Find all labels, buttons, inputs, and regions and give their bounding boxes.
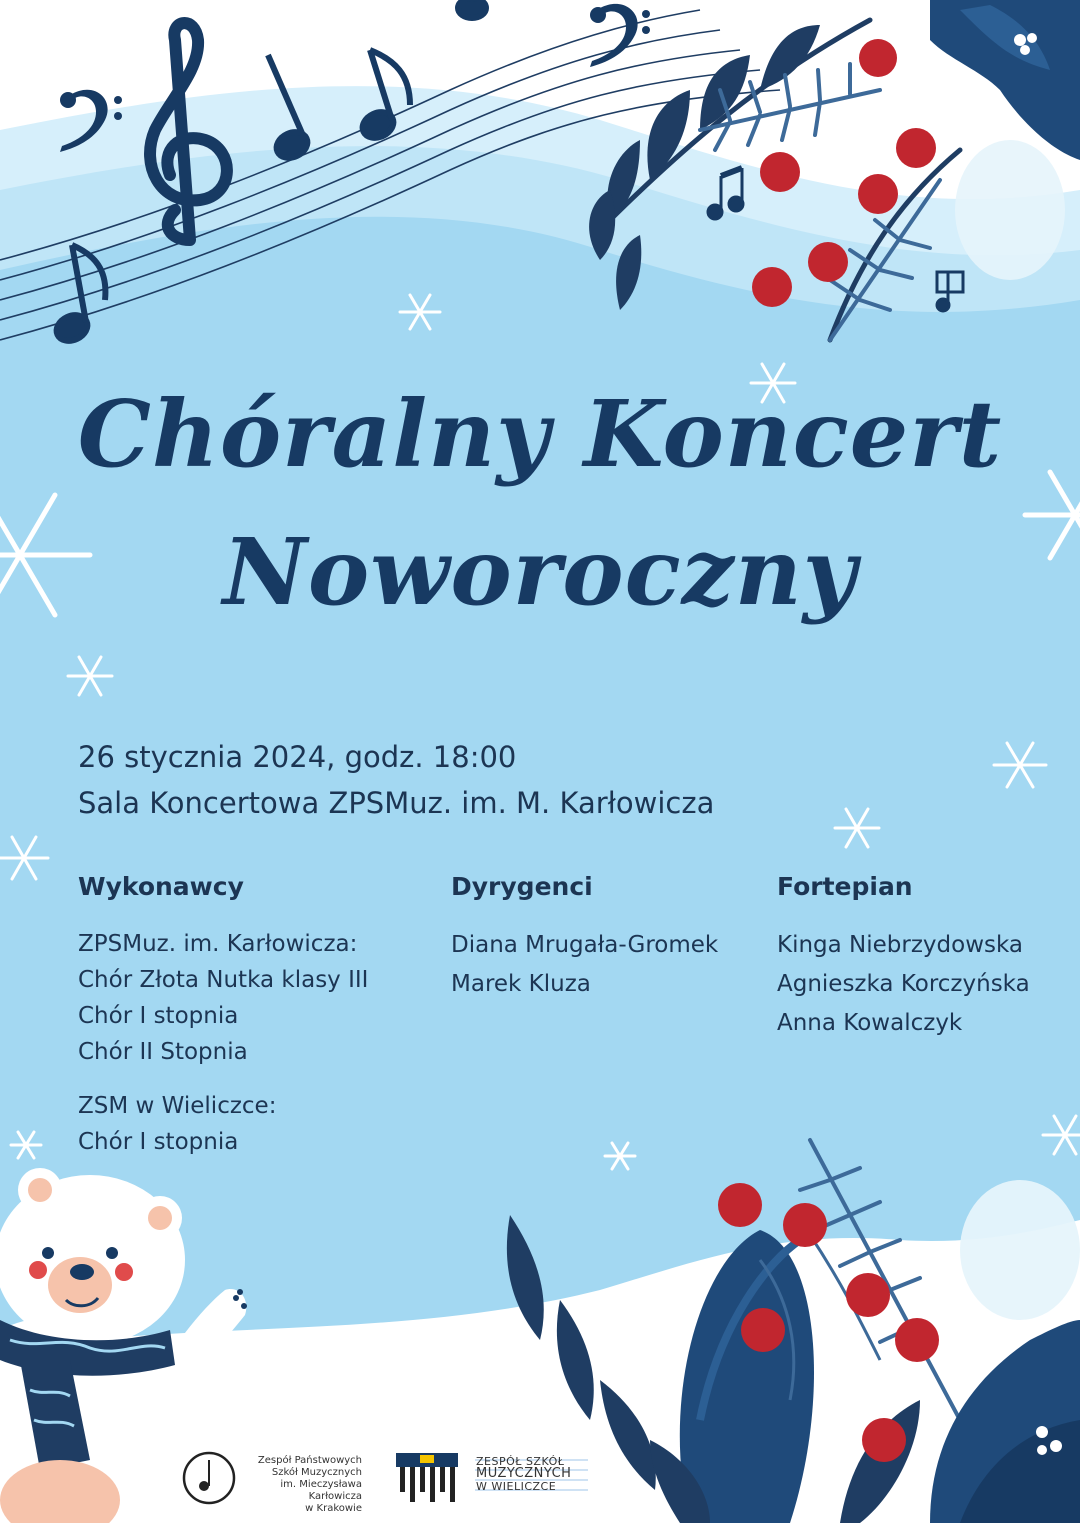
piano-list <box>777 926 1030 1043</box>
zsm-logo-text <box>476 1456 571 1492</box>
list-item: ZPSMuz. im. Karłowicza: <box>78 931 358 957</box>
list-item: Chór I stopnia <box>78 1003 239 1029</box>
logo-line: w Krakowie <box>305 1503 362 1514</box>
conductors-list <box>451 926 718 1004</box>
zpsm-logo-text <box>240 1455 362 1515</box>
list-item: Anna Kowalczyk <box>777 1010 963 1036</box>
logo-line: MUZYCZNYCH <box>476 1466 572 1481</box>
list-item: ZSM w Wieliczce: <box>78 1093 277 1119</box>
title-line-2: Noworoczny <box>222 518 858 626</box>
logo-line: im. Mieczysława Karłowicza <box>280 1479 362 1502</box>
zpsm-logo-icon <box>184 1453 234 1503</box>
list-item: Diana Mrugała-Gromek <box>451 932 719 958</box>
list-item: Agnieszka Korczyńska <box>777 971 1030 997</box>
piano-heading: Fortepian <box>777 872 913 901</box>
list-item: Chór I stopnia <box>78 1129 239 1155</box>
list-item: Marek Kluza <box>451 971 591 997</box>
list-item: Chór II Stopnia <box>78 1039 248 1065</box>
event-date-time: 26 stycznia 2024, godz. 18:00 <box>78 740 517 774</box>
logo-line: ZESPÓŁ SZKÓŁ <box>476 1455 565 1468</box>
event-venue: Sala Koncertowa ZPSMuz. im. M. Karłowicza <box>78 786 715 820</box>
list-item: Chór Złota Nutka klasy III <box>78 967 369 993</box>
logo-line: Zespół Państwowych <box>257 1455 362 1466</box>
conductors-heading: Dyrygenci <box>451 872 593 901</box>
performers-group-1 <box>78 926 368 1070</box>
list-item: Kinga Niebrzydowska <box>777 932 1024 958</box>
performers-heading: Wykonawcy <box>78 872 244 901</box>
logo-line: W WIELICZCE <box>476 1480 557 1493</box>
performers-group-2 <box>78 1088 276 1160</box>
title-line-1: Chóralny Koncert <box>77 380 1003 488</box>
logo-line: Szkół Muzycznych <box>271 1467 362 1478</box>
